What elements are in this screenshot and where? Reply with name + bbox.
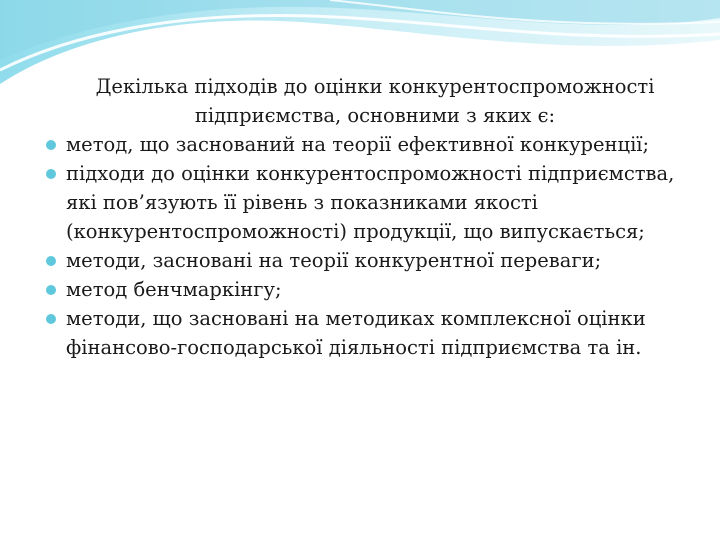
list-item <box>46 130 686 159</box>
list-item-text: методи, що засновані на методиках комплексної оцінки фінансово-господарської діяльності підприємства та ін. <box>66 307 646 359</box>
bullet-list <box>46 130 686 362</box>
list-item <box>46 159 686 246</box>
list-item-text: методи, засновані на теорії конкурентної переваги; <box>66 249 602 272</box>
list-item-text: метод, що заснований на теорії ефективної конкуренції; <box>66 133 650 156</box>
list-item-text: метод бенчмаркінгу; <box>66 278 282 301</box>
bullet-icon <box>46 285 56 295</box>
list-item <box>46 304 686 362</box>
list-item <box>46 275 686 304</box>
bullet-icon <box>46 140 56 150</box>
intro-text: Декілька підходів до оцінки конкурентоспроможності підприємства, основними з яких є: <box>95 75 655 127</box>
bullet-icon <box>46 169 56 179</box>
bullet-icon <box>46 314 56 324</box>
list-item-text: підходи до оцінки конкурентоспроможності підприємства, які пов’язують її рівень з показниками якості (конкурентоспроможності) продукції, що випускається; <box>66 162 675 243</box>
slide-content <box>46 72 686 362</box>
list-item <box>46 246 686 275</box>
bullet-icon <box>46 256 56 266</box>
